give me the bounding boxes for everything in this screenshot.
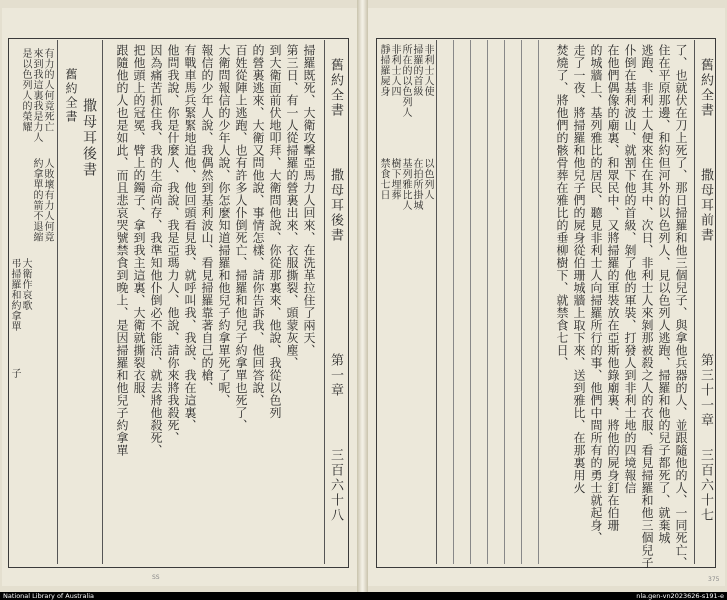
left-note-7: 弔掃羅和約拿單 [9,258,20,332]
left-col-11: 把他頭上的冠冕、臂上的鐲子、拿到我主這裏、大衛就撕裂衣服、 [132,44,146,407]
left-note-2: 來到我這裏我是力人 [31,48,42,143]
right-page-number: 三百六十七 [698,448,713,523]
right-notes-divider [436,40,437,564]
right-head-divider [694,40,695,564]
left-col-9: 他問我說、你是什麼人、我說、我是亞瑪力人、他說、請你來將我殺死、 [166,44,180,444]
right-col-6: 的城牆上、基列雅比的居民、聽見非利士人向掃羅所行的事、他們中間所有的勇士就起身、 [589,44,603,544]
right-page [368,8,725,586]
left-note-5: 約拿單的箭不退縮 [31,158,42,242]
left-title-divider [102,40,103,564]
left-notes-divider [57,40,58,564]
footer-record-id: nla.gen-vn2023626-s191-e [636,592,724,600]
left-col-2: 第三日、有一人從掃羅的營裏出來、衣服撕裂、頭蒙灰塵、 [285,44,299,369]
right-note-10: 禁食七日 [378,158,389,200]
left-col-12: 跟隨他的人也是如此、而且悲哀哭號禁食到晚上、是因掃羅和他兒子約拿單 [115,44,129,457]
right-rule-6 [453,40,454,564]
left-note-6: 大衛作哀歌 [20,258,31,311]
left-col-8: 有戰車馬兵緊緊地追他、他回頭看見我、就呼叫我、我說、我在這裏、 [183,44,197,432]
right-col-1: 了、也就伏在刀上死了、那日掃羅和他三個兒子、與拿他兵器的人、並跟隨他的人、一同死亡、 [674,44,688,569]
left-marginal-mark: SS [152,574,160,581]
right-note-9: 樹下埋葬 [389,158,400,200]
left-col-5: 百姓從陣上逃跑、也有許多人仆倒死亡、掃羅和他兒子約拿單也死了、 [234,44,248,432]
right-rule-1 [538,40,539,564]
right-note-2: 掃羅的首級 [411,44,422,97]
left-running-book: 撒母耳後書 [328,168,343,243]
right-rule-4 [487,40,488,564]
left-margin-header: 舊約全書 [64,68,78,124]
left-col-1: 掃羅既死、大衛攻擊亞馬力人回來、在洗革拉住了兩天、 [302,44,316,357]
left-col-6: 大衛問報信的少年人說、你怎麼知道掃羅和他兒子約拿單死了呢、 [217,44,231,407]
left-note-3: 是以色列人的榮耀 [20,48,31,132]
right-note-8: 基列雅比人 [400,158,411,211]
left-running-head: 舊約全書 [328,58,343,118]
right-rule-5 [470,40,471,564]
right-col-3: 逃跑、非利士人便來住在其中、次日、非利士人來剝那被殺之人的衣服、看見掃羅和他三個兒子 [640,44,654,569]
library-footer [0,592,727,600]
left-page [2,8,357,586]
left-col-7: 報信的少年人說、我偶然到基利波山、看見掃羅靠著自己的槍、 [200,44,214,394]
right-col-2: 住在平原那邊、和約但河外的以色列人、見以色列人逃跑、掃羅和他的兒子都死了、就棄城 [657,44,671,544]
right-note-6: 以色列人 [422,158,433,200]
right-rule-2 [521,40,522,564]
left-chapter-marker: 第一章 [328,353,343,398]
right-col-4: 仆倒在基利波山、就割下他的首級、剝了他的軍裝、打發人到非利士地的四境報信 [623,44,637,494]
right-chapter-marker: 第三十一章 [698,353,713,428]
right-marginal-mark: 375 [708,576,720,583]
left-col-4: 的營裏逃來、大衛又問他說、事情怎樣、請你告訴我、他回答說、 [251,44,265,407]
left-col-10: 因為痛苦抓住我、我的生命尚存、我準知他仆倒必不能活、就去將他殺死、 [149,44,163,457]
left-note-4: 人敗壞有力人何竟 [42,158,53,242]
left-col-3: 到大衛面前伏地叩拜、大衛問他說、你從那裏來、他說、我從以色列 [268,44,282,419]
left-section-title: 撒母耳後書 [81,98,97,178]
left-note-8: 子 [9,368,20,379]
footer-library-name: National Library of Australia [3,592,95,600]
book-gutter [357,0,368,592]
left-head-divider [324,40,325,564]
right-note-7: 在拍所掛城 [411,158,422,211]
left-note-1: 有力的人何竟死亡 [42,48,53,132]
left-page-number: 三百六十八 [328,448,343,523]
right-note-4: 非利士人四 [389,44,400,97]
right-col-7: 走了一夜、將掃羅和他兒子們的屍身從伯珊城牆上取下來、送到雅比、在那裏用火 [572,44,586,494]
right-note-1: 非利士人使 [422,44,433,97]
right-col-5: 在他們偶像的廟裏、和眾民中、又將掃羅的軍裝放在亞斯他錄廟裏、將他的屍身釘在伯珊 [606,44,620,532]
right-rule-3 [504,40,505,564]
right-note-5: 靜掃羅屍身 [378,44,389,97]
right-running-book: 撒母耳前書 [698,168,713,243]
right-note-3: 所在的以色列人 [400,44,411,118]
right-col-8: 焚燒了、將他們的骸骨葬在雅比的垂柳樹下、就禁食七日、 [555,44,569,369]
right-running-head: 舊約全書 [698,58,713,118]
